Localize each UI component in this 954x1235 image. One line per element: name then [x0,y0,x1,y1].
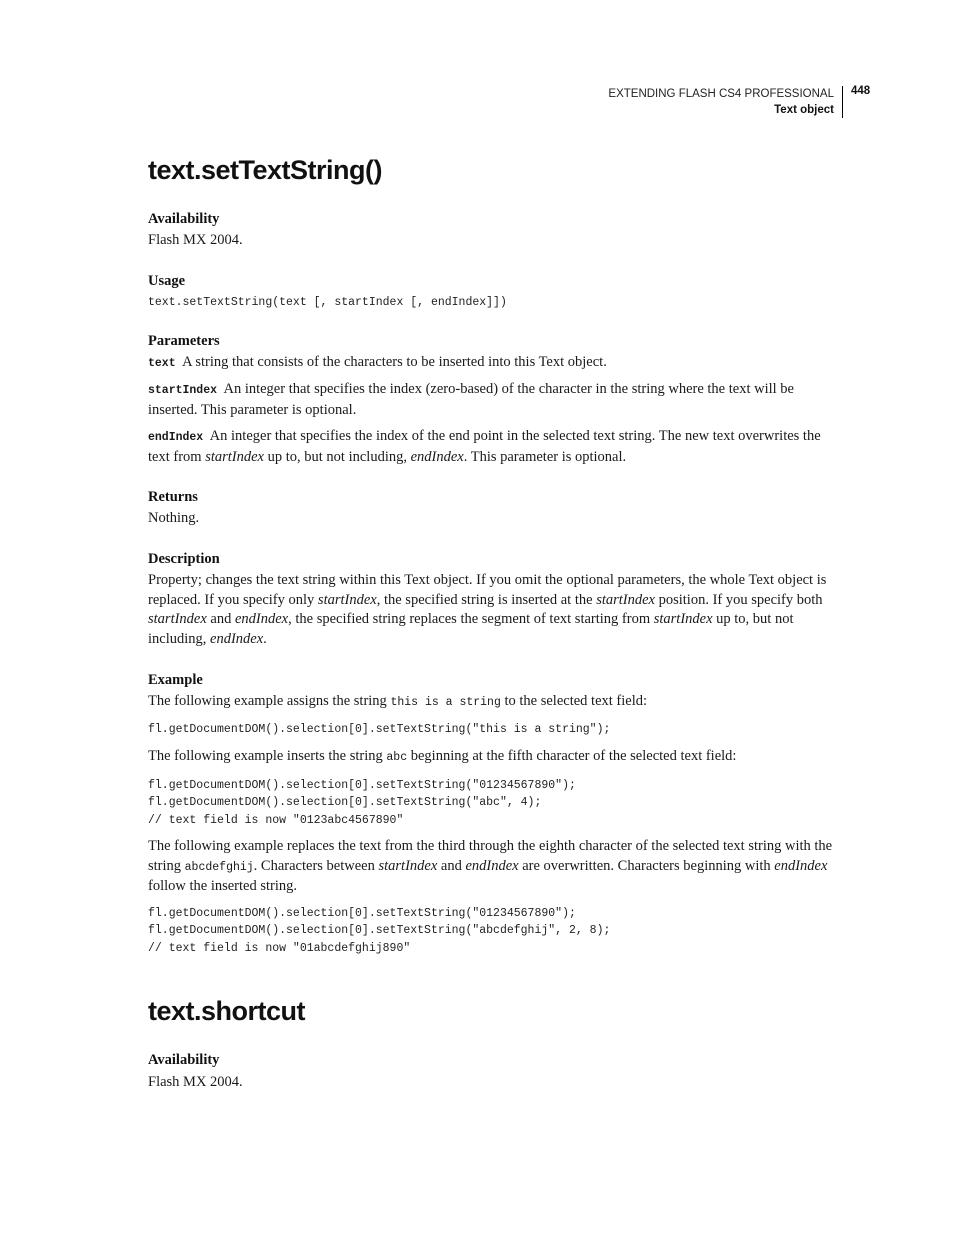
code-block-3: fl.getDocumentDOM().selection[0].setTextString("01234567890"); fl.getDocumentDOM().selection[0].setTextString("abcdefghij", 2, 8); // text field is now "01abcdefghij890" [148,907,611,955]
example-intro-1 [148,692,840,713]
desc-part: up to, but not including, [148,611,794,647]
param-ref: endIndex [774,857,828,874]
example-text: beginning at the fifth character of the selected text field: [407,748,737,764]
example-heading: Example [148,672,203,688]
availability-text: Flash MX 2004. [148,232,243,248]
returns-heading: Returns [148,489,198,505]
param-name: text [148,357,176,370]
book-title: EXTENDING FLASH CS4 PROFESSIONAL [608,88,834,100]
example-text: to the selected text field: [500,693,648,709]
example-text: and [437,857,466,874]
param-text [148,353,840,374]
inline-code: this is a string [390,696,501,709]
param-startindex [148,380,840,420]
param-desc: An integer that specifies the index (zero-based) of the character in the string where the text will be inserted. This parameter is optional. [148,381,794,418]
example-text: are overwritten. Characters beginning with [518,857,775,874]
param-name: startIndex [148,384,218,397]
param-ref: startIndex [148,611,207,627]
param-desc-part: up to, but not including, [263,448,411,465]
entry-title-settextstring: text.setTextString() [148,155,383,185]
inline-code: abcdefghij [184,860,254,874]
param-ref: endIndex [210,630,264,647]
inline-code: abc [386,751,408,764]
availability-heading: Availability [148,211,220,227]
desc-part: Property; changes the text string within this Text object. If you omit the optional parameters, the whole Text object is replaced. If you specify only [148,572,827,608]
param-desc-part: . This parameter is optional. [463,448,627,465]
param-ref: endIndex [234,611,289,627]
param-ref: endIndex [410,448,464,465]
param-desc: A string that consists of the characters to be inserted into this Text object. [182,354,607,370]
desc-part: position. If you specify both [654,591,823,608]
page-number: 448 [851,85,871,97]
param-ref: startIndex [378,857,438,874]
param-name: endIndex [148,431,204,444]
example-text: The following example assigns the string [148,693,391,709]
usage-heading: Usage [148,273,186,289]
example-intro-2 [148,747,840,768]
desc-part: . [263,630,267,647]
usage-code: text.setTextString(text [, startIndex [, endIndex]]) [148,296,507,309]
returns-text: Nothing. [148,510,200,526]
example-intro-3 [148,837,840,897]
param-ref: startIndex [317,591,377,608]
param-endindex [148,427,840,467]
description-heading: Description [148,551,220,567]
parameters-heading: Parameters [148,333,220,349]
availability-text: Flash MX 2004. [148,1074,243,1090]
code-block-2: fl.getDocumentDOM().selection[0].setTextString("01234567890"); fl.getDocumentDOM().selection[0].setTextString("abc", 4); // text field is now "0123abc4567890" [148,779,576,827]
desc-part: and [206,611,235,627]
example-text: The following example replaces the text from the third through the eighth character of the selected text string with the string [148,838,833,874]
example-text: The following example inserts the string [148,748,387,764]
entry-title-shortcut: text.shortcut [148,996,306,1026]
section-title: Text object [774,104,834,116]
availability-heading: Availability [148,1052,220,1068]
example-text: . Characters between [253,857,379,874]
param-ref: startIndex [596,591,655,608]
param-ref: startIndex [205,448,264,465]
example-text: follow the inserted string. [148,878,298,894]
param-ref: startIndex [653,611,713,627]
running-header [608,86,843,118]
description-text [148,571,840,649]
code-block-1: fl.getDocumentDOM().selection[0].setTextString("this is a string"); [148,723,611,736]
param-desc-part: An integer that specifies the index of the end point in the selected text string. The new text overwrites the text from [148,428,821,465]
param-ref: endIndex [465,857,519,874]
desc-part: , the specified string is inserted at the [376,591,597,608]
desc-part: , the specified string replaces the segment of text starting from [288,611,654,627]
